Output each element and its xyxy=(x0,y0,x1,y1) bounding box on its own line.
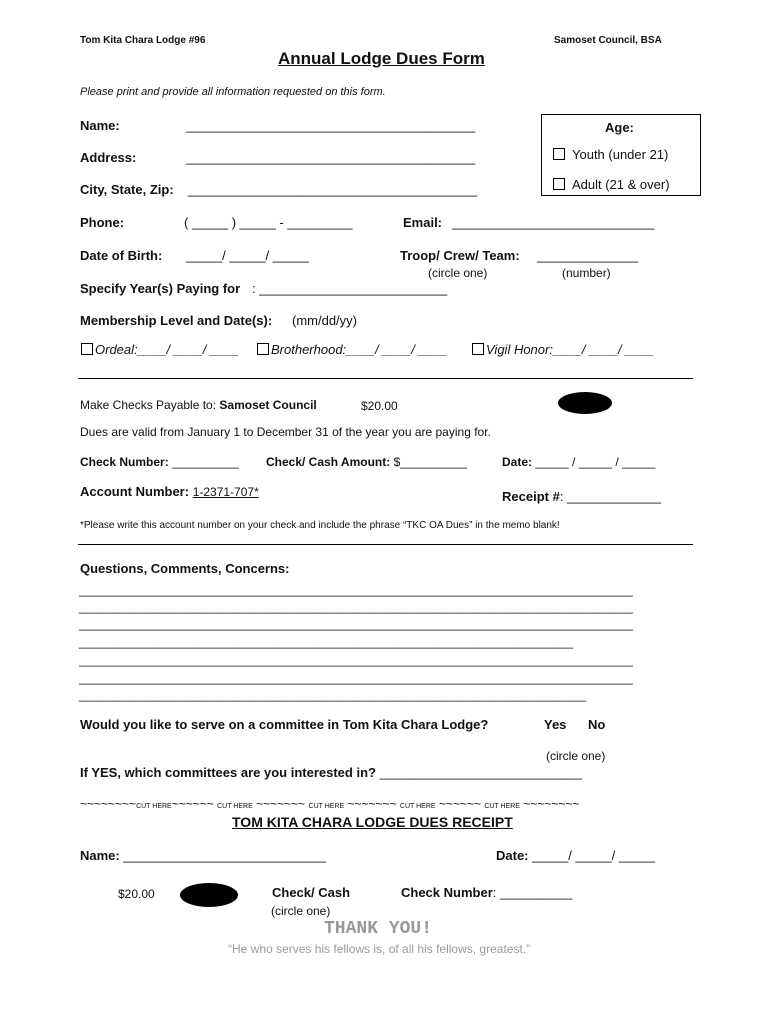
account-label: Account Number: xyxy=(80,484,190,499)
cut-line xyxy=(80,798,579,810)
cut-tildes: ~~~~~~ xyxy=(438,797,481,811)
youth-label: Youth (under 21) xyxy=(572,147,669,162)
validity-note: Dues are valid from January 1 to December 31 of the year you are paying for. xyxy=(80,425,491,439)
troop-circle-hint: (circle one) xyxy=(428,266,488,280)
adult-checkbox[interactable] xyxy=(553,178,565,190)
dues-amount: $20.00 xyxy=(361,399,398,413)
receipt-number-field[interactable]: : _____________ xyxy=(559,489,662,504)
check-number-field[interactable]: __________ xyxy=(168,455,239,469)
check-number-line xyxy=(80,456,239,468)
receipt-date-line xyxy=(496,849,655,862)
cash-amount-field[interactable]: $__________ xyxy=(390,455,467,469)
address-field[interactable]: ________________________________________ xyxy=(186,150,476,165)
receipt-check-line xyxy=(401,886,572,899)
committee-question: Would you like to serve on a committee in Tom Kita Chara Lodge? xyxy=(80,717,489,732)
receipt-name-field[interactable]: ____________________________ xyxy=(119,848,326,863)
cut-tildes: ~~~~~~~ xyxy=(347,797,397,811)
troop-number-hint: (number) xyxy=(562,266,611,280)
brotherhood-date-field[interactable]: Brotherhood:____/ ____/ ____ xyxy=(271,342,448,357)
receipt-name-line xyxy=(80,849,326,862)
years-field[interactable]: : __________________________ xyxy=(252,281,448,296)
committee-circle-hint: (circle one) xyxy=(546,749,606,763)
payable-to-line xyxy=(80,399,317,411)
phone-label: Phone: xyxy=(80,215,125,230)
check-number-label: Check Number: xyxy=(80,455,169,469)
vigil-checkbox[interactable] xyxy=(472,343,484,355)
cut-here-label: CUT HERE xyxy=(136,803,172,810)
email-label: Email: xyxy=(403,215,443,230)
account-number: 1-2371-707* xyxy=(192,485,259,499)
date-field[interactable]: _____ / _____ / _____ xyxy=(532,455,656,469)
age-title: Age: xyxy=(605,120,634,135)
committee-no[interactable]: No xyxy=(588,717,606,732)
name-label: Name: xyxy=(80,118,120,133)
receipt-amount: $20.00 xyxy=(118,887,155,901)
account-note: *Please write this account number on your check and include the phrase “TKC OA Dues” in the memo blank! xyxy=(80,520,560,531)
dob-field[interactable]: _____/ _____/ _____ xyxy=(186,248,309,263)
name-field[interactable]: ________________________________________ xyxy=(186,118,476,133)
cut-here-label: CUT HERE xyxy=(217,803,253,810)
comment-line[interactable]: ___________________________________________________________________________________ xyxy=(79,653,633,667)
council-name: Samoset Council, BSA xyxy=(554,35,662,46)
committee-interest-label: If YES, which committees are you interested in? xyxy=(80,765,376,780)
receipt-check-field[interactable]: : __________ xyxy=(492,885,573,900)
payable-to-name: Samoset Council xyxy=(219,398,317,412)
cash-amount-label: Check/ Cash Amount: xyxy=(266,455,391,469)
phone-field[interactable]: ( _____ ) _____ - _________ xyxy=(184,215,353,230)
instructions: Please print and provide all information requested on this form. xyxy=(80,86,386,98)
receipt-name-label: Name: xyxy=(80,848,120,863)
cut-here-label: CUT HERE xyxy=(484,803,520,810)
membership-date-hint: (mm/dd/yy) xyxy=(292,313,357,328)
section-divider-2 xyxy=(78,544,693,545)
comment-line[interactable]: ____________________________________________________________________________ xyxy=(79,688,587,702)
dob-label: Date of Birth: xyxy=(80,248,163,263)
receipt-method[interactable]: Check/ Cash xyxy=(272,885,351,900)
receipt-number-label: Receipt # xyxy=(502,489,560,504)
cut-here-label: CUT HERE xyxy=(399,803,436,810)
date-label: Date: xyxy=(502,455,533,469)
youth-checkbox[interactable] xyxy=(553,148,565,160)
comments-label: Questions, Comments, Concerns: xyxy=(80,561,290,576)
cut-tildes: ~~~~~~~ xyxy=(256,797,306,811)
date-line xyxy=(502,456,655,468)
comment-line[interactable]: ___________________________________________________________________________________ xyxy=(79,617,633,631)
vigil-date-field[interactable]: Vigil Honor:____/ ____/ ____ xyxy=(486,342,655,357)
comment-line[interactable]: ___________________________________________________________________________________ xyxy=(79,600,633,614)
committee-interest-field[interactable]: ____________________________ xyxy=(375,765,583,780)
cut-tildes: ~~~~~~~~ xyxy=(523,797,580,811)
troop-number-field[interactable]: ______________ xyxy=(537,248,639,263)
receipt-check-label: Check Number xyxy=(401,885,493,900)
closing-quote: “He who serves his fellows is, of all his fellows, greatest.” xyxy=(228,942,531,956)
committee-interest-line xyxy=(80,766,582,779)
ordeal-checkbox[interactable] xyxy=(81,343,93,355)
cut-tildes: ~~~~~~~~ xyxy=(80,797,137,811)
receipt-title: TOM KITA CHARA LODGE DUES RECEIPT xyxy=(232,814,513,830)
troop-label: Troop/ Crew/ Team: xyxy=(400,248,520,263)
adult-label: Adult (21 & over) xyxy=(572,177,670,192)
cut-here-label: CUT HERE xyxy=(308,803,345,810)
comment-line[interactable]: __________________________________________________________________________ xyxy=(79,635,573,649)
payable-prefix: Make Checks Payable to: xyxy=(80,398,220,412)
years-label: Specify Year(s) Paying for xyxy=(80,281,241,296)
redaction-mark xyxy=(558,392,612,414)
email-field[interactable]: ____________________________ xyxy=(452,215,655,230)
thank-you: THANK YOU! xyxy=(324,919,433,939)
receipt-date-label: Date: xyxy=(496,848,529,863)
comment-line[interactable]: ___________________________________________________________________________________ xyxy=(79,583,633,597)
receipt-number-line xyxy=(502,490,661,503)
committee-yes[interactable]: Yes xyxy=(544,717,567,732)
receipt-date-field[interactable]: _____/ _____/ _____ xyxy=(528,848,656,863)
lodge-name: Tom Kita Chara Lodge #96 xyxy=(80,35,206,46)
brotherhood-checkbox[interactable] xyxy=(257,343,269,355)
form-title: Annual Lodge Dues Form xyxy=(278,49,485,68)
receipt-method-hint: (circle one) xyxy=(271,904,331,918)
section-divider xyxy=(78,378,693,379)
account-line xyxy=(80,485,259,498)
city-state-zip-label: City, State, Zip: xyxy=(80,182,174,197)
redaction-mark xyxy=(180,883,238,907)
ordeal-date-field[interactable]: Ordeal:____/ ____/ ____ xyxy=(95,342,239,357)
city-state-zip-field[interactable]: ________________________________________ xyxy=(188,182,478,197)
cut-tildes: ~~~~~~ xyxy=(171,797,214,811)
address-label: Address: xyxy=(80,150,137,165)
comment-line[interactable]: ___________________________________________________________________________________ xyxy=(79,671,633,685)
cash-amount-line xyxy=(266,456,467,468)
membership-label: Membership Level and Date(s): xyxy=(80,313,273,328)
